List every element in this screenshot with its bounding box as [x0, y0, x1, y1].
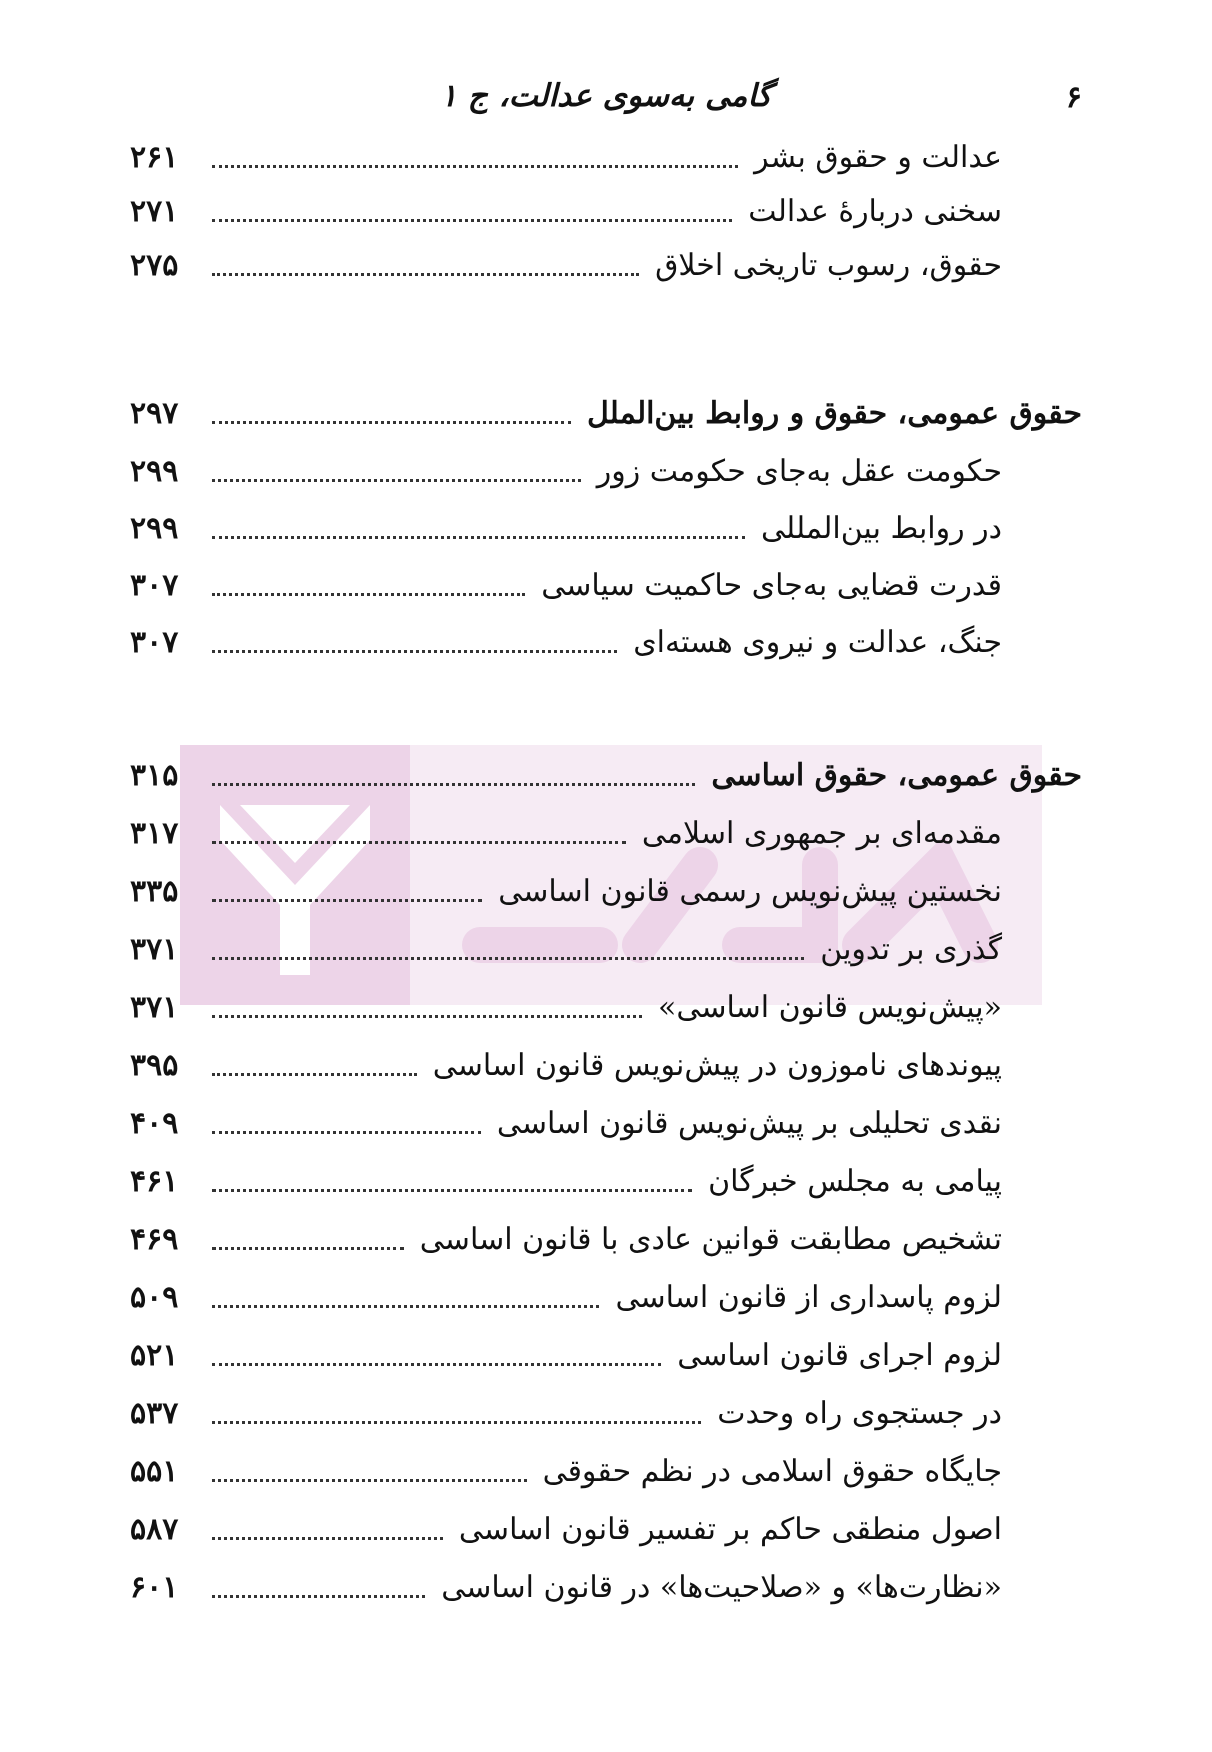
toc-entry-page: ۳۳۵ — [130, 873, 179, 909]
toc-entry — [130, 868, 1082, 914]
toc-entry-page: ۳۰۷ — [130, 567, 179, 603]
toc-entry-page: ۵۳۷ — [130, 1395, 179, 1431]
toc-section-heading — [130, 390, 1082, 436]
dot-leader — [212, 841, 626, 844]
toc-entry-page: ۲۹۷ — [130, 395, 179, 431]
toc-entry-title: سخنی دربارهٔ عدالت — [748, 193, 1002, 229]
toc-entry-title: نخستین پیش‌نویس رسمی قانون اساسی — [498, 873, 1002, 909]
dot-leader — [212, 1015, 642, 1018]
toc-entry-title: حقوق عمومی، حقوق و روابط بین‌الملل — [586, 395, 1082, 431]
toc-entry — [130, 1332, 1082, 1378]
toc-entry — [130, 188, 1082, 234]
toc-entry — [130, 1158, 1082, 1204]
dot-leader — [212, 1537, 443, 1540]
toc-entry — [130, 984, 1082, 1030]
toc-entry-page: ۲۹۹ — [130, 510, 179, 546]
dot-leader — [212, 1363, 661, 1366]
toc-entry-title: در جستجوی راه وحدت — [717, 1395, 1002, 1431]
toc-entry-title: جنگ، عدالت و نیروی هسته‌ای — [633, 624, 1002, 660]
toc-entry — [130, 1448, 1082, 1494]
dot-leader — [212, 783, 695, 786]
toc-entry — [130, 1216, 1082, 1262]
toc-entry-title: پیوندهای ناموزون در پیش‌نویس قانون اساسی — [432, 1047, 1002, 1083]
toc-entry-page: ۲۷۱ — [130, 193, 179, 229]
toc-entry-page: ۳۷۱ — [130, 931, 179, 967]
toc-entry-page: ۴۰۹ — [130, 1105, 179, 1141]
dot-leader — [212, 1189, 692, 1192]
toc-entry — [130, 1564, 1082, 1610]
toc-entry-page: ۴۶۱ — [130, 1163, 179, 1199]
dot-leader — [212, 1073, 417, 1076]
toc-entry-page: ۵۲۱ — [130, 1337, 179, 1373]
toc-entry-page: ۵۵۱ — [130, 1453, 179, 1489]
toc-entry-title: حقوق عمومی، حقوق اساسی — [711, 757, 1082, 793]
toc-section-heading — [130, 752, 1082, 798]
toc-entry-page: ۲۹۹ — [130, 453, 179, 489]
toc-entry-title: در روابط بین‌المللی — [761, 510, 1002, 546]
toc-entry-title: گذری بر تدوین — [820, 931, 1002, 967]
toc-entry-title: نقدی تحلیلی بر پیش‌نویس قانون اساسی — [496, 1105, 1002, 1141]
dot-leader — [212, 536, 745, 539]
toc-entry — [130, 619, 1082, 665]
toc-entry-page: ۴۶۹ — [130, 1221, 179, 1257]
toc-entry-page: ۳۰۷ — [130, 624, 179, 660]
dot-leader — [212, 1247, 404, 1250]
toc-entry — [130, 562, 1082, 608]
toc-entry — [130, 1390, 1082, 1436]
dot-leader — [212, 421, 571, 424]
toc-entry-title: جایگاه حقوق اسلامی در نظم حقوقی — [542, 1453, 1002, 1489]
toc-entry-page: ۳۷۱ — [130, 989, 179, 1025]
dot-leader — [212, 1305, 599, 1308]
toc-entry — [130, 242, 1082, 288]
dot-leader — [212, 957, 804, 960]
dot-leader — [212, 479, 581, 482]
toc-entry — [130, 1100, 1082, 1146]
toc-entry-title: حقوق، رسوب تاریخی اخلاق — [655, 247, 1002, 283]
toc-entry-title: اصول منطقی حاکم بر تفسیر قانون اساسی — [458, 1511, 1002, 1547]
toc-entry-page: ۵۰۹ — [130, 1279, 179, 1315]
dot-leader — [212, 1131, 481, 1134]
toc-entry-title: تشخیص مطابقت قوانین عادی با قانون اساسی — [419, 1221, 1002, 1257]
toc-entry — [130, 926, 1082, 972]
dot-leader — [212, 219, 732, 222]
toc-entry-page: ۳۱۷ — [130, 815, 179, 851]
toc-entry-title: لزوم پاسداری از قانون اساسی — [615, 1279, 1002, 1315]
toc-entry-title: پیامی به مجلس خبرگان — [708, 1163, 1002, 1199]
toc-entry — [130, 448, 1082, 494]
toc-entry-page: ۳۹۵ — [130, 1047, 179, 1083]
page-header — [0, 72, 1212, 122]
toc-entry-page: ۶۰۱ — [130, 1569, 179, 1605]
toc-entry-title: «پیش‌نویس قانون اساسی» — [658, 989, 1002, 1025]
toc-entry-title: «نظارت‌ها» و «صلاحیت‌ها» در قانون اساسی — [441, 1569, 1002, 1605]
dot-leader — [212, 1421, 701, 1424]
toc-entry-title: عدالت و حقوق بشر — [754, 139, 1002, 175]
toc-entry-title: قدرت قضایی به‌جای حاکمیت سیاسی — [541, 567, 1002, 603]
dot-leader — [212, 273, 639, 276]
toc-entry-title: لزوم اجرای قانون اساسی — [677, 1337, 1002, 1373]
dot-leader — [212, 650, 617, 653]
dot-leader — [212, 1479, 527, 1482]
toc-entry — [130, 1506, 1082, 1552]
toc-entry — [130, 1274, 1082, 1320]
toc-entry-page: ۵۸۷ — [130, 1511, 179, 1547]
dot-leader — [212, 165, 738, 168]
toc-entry — [130, 505, 1082, 551]
toc-entry — [130, 810, 1082, 856]
page-number: ۶ — [1065, 80, 1082, 115]
toc-entry — [130, 1042, 1082, 1088]
toc-entry-page: ۲۷۵ — [130, 247, 179, 283]
dot-leader — [212, 1595, 425, 1598]
toc-entry-title: مقدمه‌ای بر جمهوری اسلامی — [641, 815, 1002, 851]
toc-entry — [130, 134, 1082, 180]
toc-entry-page: ۳۱۵ — [130, 757, 179, 793]
running-title: گامی به‌سوی عدالت، ج ۱ — [440, 78, 772, 114]
dot-leader — [212, 899, 482, 902]
toc-entry-title: حکومت عقل به‌جای حکومت زور — [596, 453, 1002, 489]
dot-leader — [212, 593, 525, 596]
toc-entry-page: ۲۶۱ — [130, 139, 179, 175]
